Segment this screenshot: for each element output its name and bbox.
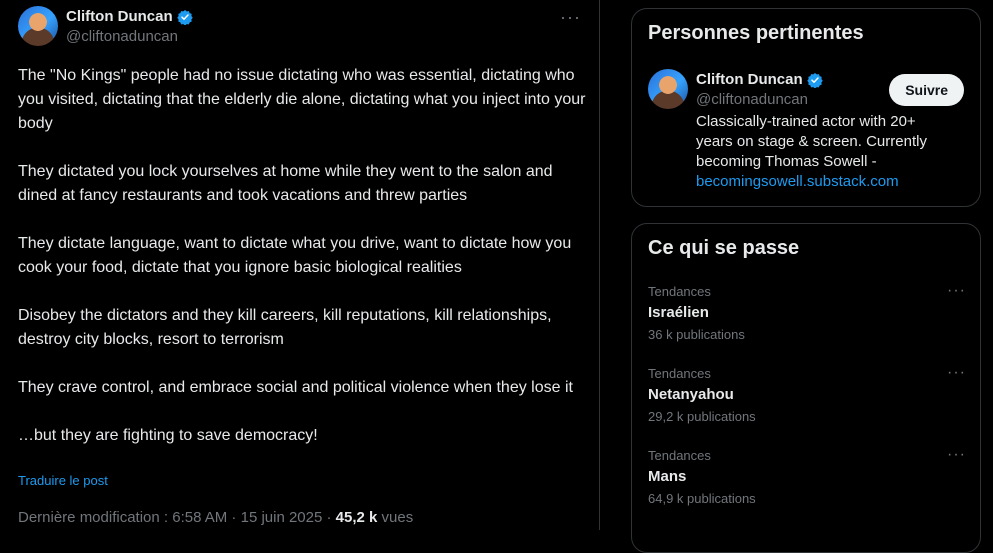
author-name-row — [66, 8, 193, 25]
trend-category: Tendances — [648, 448, 711, 463]
trend-count: 29,2 k publications — [648, 409, 756, 424]
views-label: vues — [377, 509, 414, 526]
relevant-people-title: Personnes pertinentes — [648, 22, 864, 44]
author-avatar[interactable] — [18, 6, 58, 46]
tweet-paragraph: The "No Kings" people had no issue dictating who was essential, dictating who you visited, dictating that the elderly die alone, dictating what you inject into your body — [18, 67, 586, 132]
person-bio-link[interactable]: becomingsowell.substack.com — [696, 173, 899, 190]
more-horizontal-icon[interactable]: ··· — [947, 446, 966, 463]
tweet-paragraph: They dictated you lock yourselves at home while they went to the salon and dined at fancy restaurants and took vacations and threw parties — [18, 163, 553, 204]
tweet-paragraph: They dictate language, want to dictate what you drive, want to dictate how you cook your food, dictate that you ignore basic biological realities — [18, 235, 572, 276]
more-horizontal-icon[interactable]: ··· — [947, 364, 966, 381]
trend-name[interactable]: Israélien — [648, 304, 709, 321]
tweet-paragraph: Disobey the dictators and they kill careers, kill reputations, kill relationships, destroy city blocks, resort to terrorism — [18, 307, 552, 348]
verified-badge-icon — [177, 9, 193, 25]
person-handle[interactable]: @cliftonaduncan — [696, 91, 808, 108]
translate-post-link[interactable]: Traduire le post — [18, 473, 108, 488]
tweet-paragraph: They crave control, and embrace social and political violence when they lose it — [18, 379, 573, 396]
trend-name[interactable]: Netanyahou — [648, 386, 734, 403]
modified-timestamp[interactable]: Dernière modification : 6:58 AM · 15 juin 2025 · — [18, 509, 336, 526]
author-handle[interactable]: @cliftonaduncan — [66, 28, 178, 45]
trend-category: Tendances — [648, 284, 711, 299]
trend-count: 36 k publications — [648, 327, 745, 342]
more-horizontal-icon[interactable]: ··· — [947, 282, 966, 299]
follow-button[interactable]: Suivre — [889, 74, 964, 106]
author-display-name[interactable]: Clifton Duncan — [66, 8, 173, 25]
trend-name[interactable]: Mans — [648, 468, 687, 485]
trend-count: 64,9 k publications — [648, 491, 756, 506]
more-horizontal-icon[interactable]: ··· — [560, 7, 581, 27]
trends-card — [631, 223, 981, 553]
tweet-author[interactable] — [18, 6, 193, 46]
trend-item[interactable] — [648, 366, 966, 424]
relevant-people-card — [631, 8, 981, 207]
verified-badge-icon — [807, 72, 823, 88]
tweet-meta — [18, 509, 413, 526]
trend-item[interactable] — [648, 284, 966, 342]
person-bio — [696, 112, 936, 192]
trend-category: Tendances — [648, 366, 711, 381]
trends-title: Ce qui se passe — [648, 237, 800, 259]
person-display-name[interactable]: Clifton Duncan — [696, 71, 803, 88]
person-bio-text: Classically-trained actor with 20+ years on stage & screen. Currently becoming Thomas Sowell - — [696, 113, 927, 170]
person-avatar[interactable] — [648, 69, 688, 109]
tweet-paragraph: …but they are fighting to save democracy! — [18, 427, 318, 444]
tweet-text — [18, 64, 588, 448]
views-count: 45,2 k — [335, 509, 378, 526]
trend-item[interactable] — [648, 448, 966, 506]
author-names — [66, 8, 193, 45]
